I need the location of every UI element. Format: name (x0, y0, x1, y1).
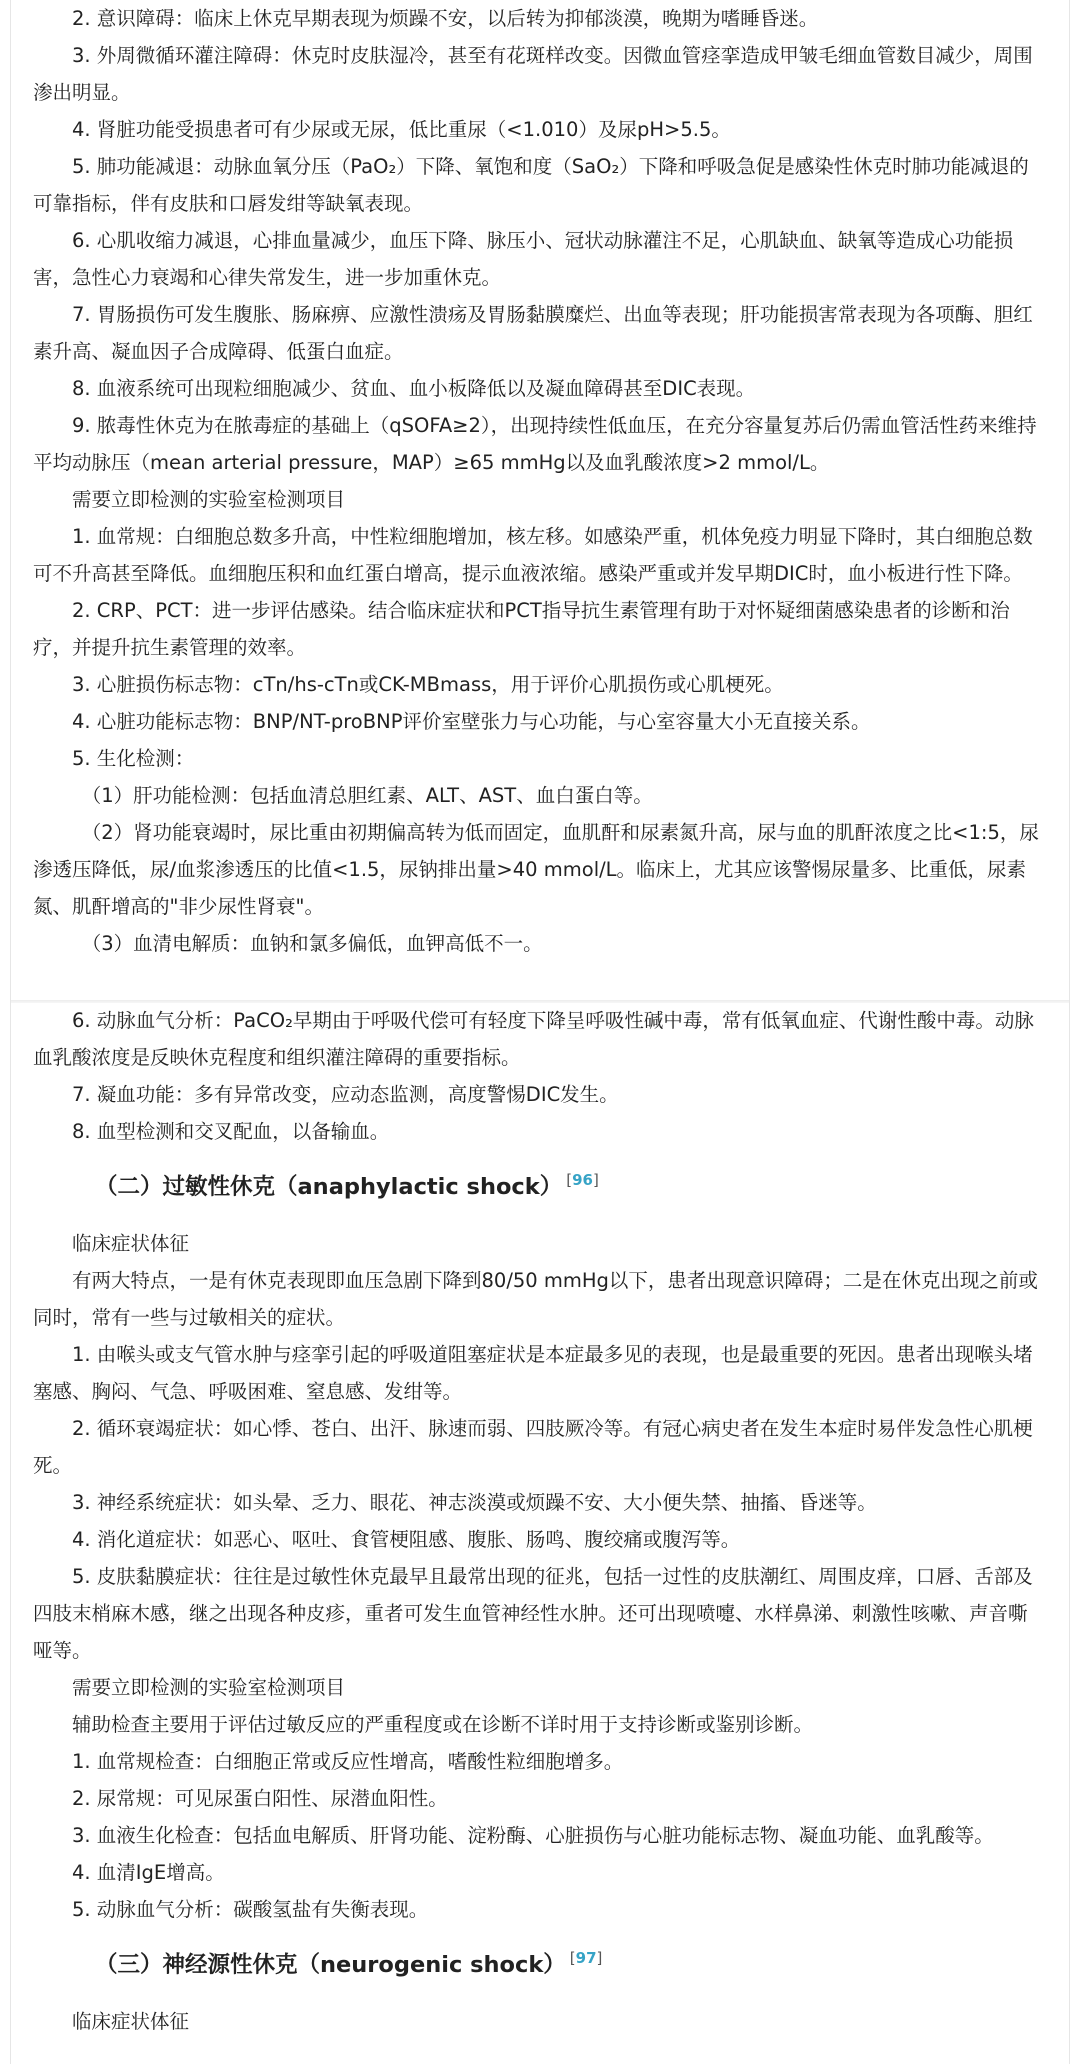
anaphylactic-heading-text: （二）过敏性休克（anaphylactic shock） (95, 1174, 563, 1200)
citation-link-96[interactable]: 96 (572, 1171, 593, 1189)
septic-para-5: 5. 肺功能减退：动脉血氧分压（PaO₂）下降、氧饱和度（SaO₂）下降和呼吸急促是感染性休克时肺功能减退的可靠指标，伴有皮肤和口唇发绀等缺氧表现。 (33, 155, 1029, 215)
anaphylactic-clinical-title: 临床症状体征 (72, 1232, 190, 1255)
citation-ref-96[interactable]: [96] (566, 1171, 599, 1189)
neurogenic-heading (33, 1938, 1045, 1985)
septic-lab-item-2: 2. CRP、PCT：进一步评估感染。结合临床症状和PCT指导抗生素管理有助于对怀疑细菌感染患者的诊断和治疗，并提升抗生素管理的效率。 (33, 599, 1010, 659)
septic-para-3: 3. 外周微循环灌注障碍：休克时皮肤湿冷，甚至有花斑样改变。因微血管痉挛造成甲皱毛细血管数目减少，周围渗出明显。 (33, 44, 1033, 104)
anaphylactic-lab-item-4: 4. 血清IgE增高。 (72, 1861, 225, 1884)
citation-link-97[interactable]: 97 (575, 1949, 597, 1967)
anaphylactic-symptom-3: 3. 神经系统症状：如头晕、乏力、眼花、神志淡漠或烦躁不安、大小便失禁、抽搐、昏迷等。 (72, 1491, 877, 1514)
continuation-section (11, 1002, 1069, 2064)
septic-shock-section (11, 0, 1069, 1002)
septic-lab-item-8: 8. 血型检测和交叉配血，以备输血。 (72, 1120, 390, 1143)
anaphylactic-lab-item-2: 2. 尿常规：可见尿蛋白阳性、尿潜血阳性。 (72, 1787, 448, 1810)
septic-lab-item-5: 5. 生化检测： (72, 747, 195, 770)
anaphylactic-lab-item-5: 5. 动脉血气分析：碳酸氢盐有失衡表现。 (72, 1898, 429, 1921)
anaphylactic-symptom-2: 2. 循环衰竭症状：如心悸、苍白、出汗、脉速而弱、四肢厥冷等。有冠心病史者在发生本症时易伴发急性心肌梗死。 (33, 1417, 1033, 1477)
septic-lab-title: 需要立即检测的实验室检测项目 (72, 488, 346, 511)
septic-para-9: 9. 脓毒性休克为在脓毒症的基础上（qSOFA≥2），出现持续性低血压，在充分容量复苏后仍需血管活性药来维持平均动脉压（mean arterial pressure，MAP）≥65 mmHg以及血乳酸浓度>2 mmol/L。 (33, 414, 1037, 474)
septic-lab-item-1: 1. 血常规：白细胞总数多升高，中性粒细胞增加，核左移。如感染严重，机体免疫力明显下降时，其白细胞总数可不升高甚至降低。血细胞压积和血红蛋白增高，提示血液浓缩。感染严重或并发早期DIC时，血小板进行性下降。 (33, 525, 1033, 585)
septic-para-6: 6. 心肌收缩力减退，心排血量减少，血压下降、脉压小、冠状动脉灌注不足，心肌缺血、缺氧等造成心功能损害，急性心力衰竭和心律失常发生，进一步加重休克。 (33, 229, 1014, 289)
septic-lab-item-6: 6. 动脉血气分析：PaCO₂早期由于呼吸代偿可有轻度下降呈呼吸性碱中毒，常有低氧血症、代谢性酸中毒。动脉血乳酸浓度是反映休克程度和组织灌注障碍的重要指标。 (33, 1009, 1034, 1069)
anaphylactic-symptom-1: 1. 由喉头或支气管水肿与痉挛引起的呼吸道阻塞症状是本症最多见的表现，也是最重要的死因。患者出现喉头堵塞感、胸闷、气急、呼吸困难、窒息感、发绀等。 (33, 1343, 1033, 1403)
anaphylactic-lab-intro: 辅助检查主要用于评估过敏反应的严重程度或在诊断不详时用于支持诊断或鉴别诊断。 (72, 1713, 814, 1736)
anaphylactic-lab-item-1: 1. 血常规检查：白细胞正常或反应性增高，嗜酸性粒细胞增多。 (72, 1750, 624, 1773)
anaphylactic-symptom-4: 4. 消化道症状：如恶心、呕吐、食管梗阻感、腹胀、肠鸣、腹绞痛或腹泻等。 (72, 1528, 741, 1551)
septic-lab-item-3: 3. 心脏损伤标志物：cTn/hs-cTn或CK-MBmass，用于评价心肌损伤或心肌梗死。 (72, 673, 784, 696)
septic-biochem-3: （3）血清电解质：血钠和氯多偏低，血钾高低不一。 (81, 932, 543, 955)
citation-ref-97[interactable]: [97] (569, 1949, 603, 1967)
septic-biochem-1: （1）肝功能检测：包括血清总胆红素、ALT、AST、血白蛋白等。 (81, 784, 653, 807)
septic-para-2: 2. 意识障碍：临床上休克早期表现为烦躁不安，以后转为抑郁淡漠，晚期为嗜睡昏迷。 (72, 7, 819, 30)
anaphylactic-heading (33, 1160, 1045, 1207)
neurogenic-heading-text: （三）神经源性休克（neurogenic shock） (95, 1952, 566, 1978)
anaphylactic-symptom-5: 5. 皮肤黏膜症状：往往是过敏性休克最早且最常出现的征兆，包括一过性的皮肤潮红、周围皮痒，口唇、舌部及四肢末梢麻木感，继之出现各种皮疹，重者可发生血管神经性水肿。还可出现喷嚏、水样鼻涕、刺激性咳嗽、声音嘶哑等。 (33, 1565, 1033, 1662)
septic-lab-item-7: 7. 凝血功能：多有异常改变，应动态监测，高度警惕DIC发生。 (72, 1083, 619, 1106)
screenshot-seam-divider (11, 1000, 1069, 1003)
septic-para-4: 4. 肾脏功能受损患者可有少尿或无尿，低比重尿（<1.010）及尿pH>5.5。 (72, 118, 731, 141)
document-page (10, 0, 1070, 2064)
neurogenic-clinical-title: 临床症状体征 (72, 2010, 190, 2033)
septic-para-8: 8. 血液系统可出现粒细胞减少、贫血、血小板降低以及凝血障碍甚至DIC表现。 (72, 377, 756, 400)
septic-lab-item-4: 4. 心脏功能标志物：BNP/NT-proBNP评价室壁张力与心功能，与心室容量大小无直接关系。 (72, 710, 871, 733)
anaphylactic-lab-item-3: 3. 血液生化检查：包括血电解质、肝肾功能、淀粉酶、心脏损伤与心脏功能标志物、凝血功能、血乳酸等。 (72, 1824, 994, 1847)
anaphylactic-lab-title: 需要立即检测的实验室检测项目 (72, 1676, 346, 1699)
anaphylactic-intro: 有两大特点，一是有休克表现即血压急剧下降到80/50 mmHg以下，患者出现意识障碍；二是在休克出现之前或同时，常有一些与过敏相关的症状。 (33, 1269, 1038, 1329)
septic-para-7: 7. 胃肠损伤可发生腹胀、肠麻痹、应激性溃疡及胃肠黏膜糜烂、出血等表现；肝功能损害常表现为各项酶、胆红素升高、凝血因子合成障碍、低蛋白血症。 (33, 303, 1033, 363)
septic-biochem-2: （2）肾功能衰竭时，尿比重由初期偏高转为低而固定，血肌酐和尿素氮升高，尿与血的肌酐浓度之比<1:5，尿渗透压降低，尿/血浆渗透压的比值<1.5，尿钠排出量>40 mmol/L。临床上，尤其应该警惕尿量多、比重低，尿素氮、肌酐增高的"非少尿性肾衰"。 (33, 821, 1039, 918)
